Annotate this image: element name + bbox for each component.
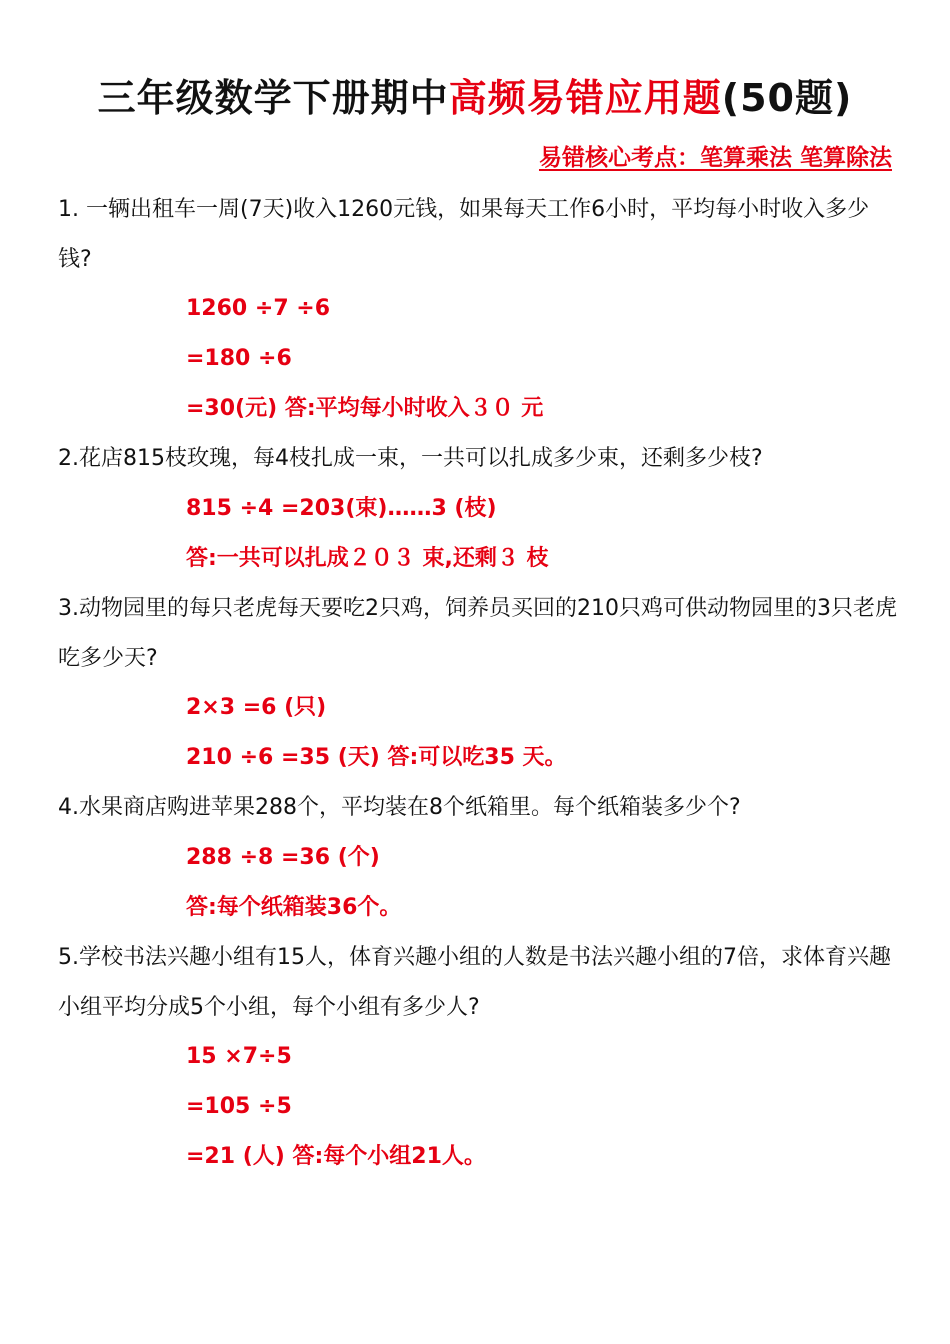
key-points-subtitle: 易错核心考点：笔算乘法 笔算除法: [538, 145, 892, 171]
question-text: 2.花店815枝玫瑰，每4枝扎成一束，一共可以扎成多少束，还剩多少枝?: [58, 446, 763, 471]
answer-line: 答:每个纸箱装36个。: [186, 895, 402, 920]
answer-line: 288 ÷8 =36 (个): [186, 845, 380, 870]
title-part-1: 三年级数学下册期中: [97, 76, 449, 120]
title-part-3: (50题): [721, 76, 853, 120]
answer-line: 答:一共可以扎成２０３ 束,还剩３ 枝: [186, 546, 549, 571]
answer-line: 15 ×7÷5: [186, 1044, 292, 1069]
answer-line: =180 ÷6: [186, 346, 292, 371]
answer-line: 210 ÷6 =35 (天) 答:可以吃35 天。: [186, 745, 567, 770]
answer-line: =21 (人) 答:每个小组21人。: [186, 1144, 486, 1169]
title-part-2: 高频易错应用题: [448, 76, 722, 120]
page-title: [0, 72, 950, 124]
question-text: 1. 一辆出租车一周(7天)收入1260元钱，如果每天工作6小时，平均每小时收入多少钱?: [58, 197, 870, 272]
question-text: 5.学校书法兴趣小组有15人，体育兴趣小组的人数是书法兴趣小组的7倍，求体育兴趣小组平均分成5个小组，每个小组有多少人?: [58, 945, 891, 1020]
question-text: 4.水果商店购进苹果288个，平均装在8个纸箱里。每个纸箱装多少个?: [58, 795, 741, 820]
answer-line: 1260 ÷7 ÷6: [186, 296, 331, 321]
answer-line: =105 ÷5: [186, 1094, 292, 1119]
answer-line: 815 ÷4 =203(束)……3 (枝): [186, 496, 497, 521]
question-text: 3.动物园里的每只老虎每天要吃2只鸡，饲养员买回的210只鸡可供动物园里的3只老虎吃多少天?: [58, 596, 897, 671]
answer-line: =30(元) 答:平均每小时收入３０ 元: [186, 396, 544, 421]
answer-line: 2×3 =6 (只): [186, 695, 327, 720]
